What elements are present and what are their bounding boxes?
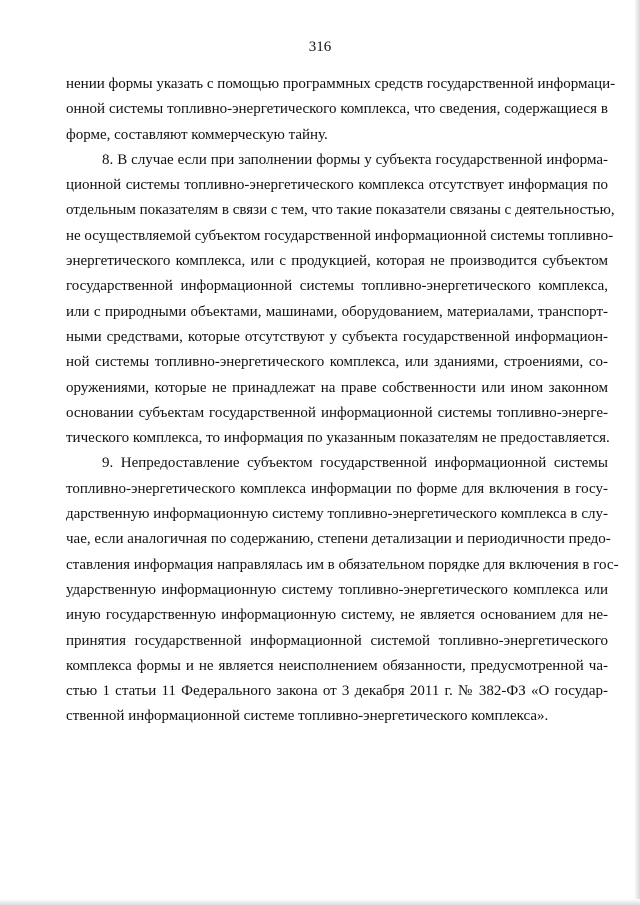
text-line: ственной информационной системе топливно-энергетического комплекса». <box>66 708 549 725</box>
text-line: ударственную информационную систему топливно-энергетического комплекса или <box>66 581 608 598</box>
text-line: дарственную информационную систему топливно-энергетического комплекса в слу- <box>66 506 608 523</box>
text-line: стью 1 статьи 11 Федерального закона от 3 декабря 2011 г. № 382-ФЗ «О государ- <box>66 683 608 700</box>
text-line: отдельным показателям в связи с тем, что такие показатели связаны с деятельностью, <box>66 202 615 219</box>
text-line: комплекса формы и не является неисполнением обязанности, предусмотренной ча- <box>66 657 608 674</box>
text-line: 8. В случае если при заполнении формы у субъекта государственной информа- <box>102 151 608 168</box>
text-line: топливно-энергетического комплекса информации по форме для включения в госу- <box>66 480 608 497</box>
text-line: форме, составляют коммерческую тайну. <box>66 126 328 143</box>
text-line: ционной системы топливно-энергетического комплекса отсутствует информация по <box>66 177 608 194</box>
page-edge-shadow <box>0 899 640 905</box>
page-edge-shadow <box>634 0 640 905</box>
text-line: чае, если аналогичная по содержанию, степени детализации и периодичности предо- <box>66 531 611 548</box>
page-body-text <box>66 72 619 730</box>
text-line: энергетического комплекса, или с продукцией, которая не производится субъектом <box>66 253 608 270</box>
text-line: принятия государственной информационной системой топливно-энергетического <box>66 632 608 649</box>
text-line: основании субъектам государственной информационной системы топливно-энерге- <box>66 404 608 421</box>
text-line: оружениями, которые не принадлежат на праве собственности или ином законном <box>66 379 608 396</box>
text-line: иную государственную информационную систему, не является основанием для не- <box>66 607 608 624</box>
page-number: 316 <box>308 39 332 55</box>
text-line: или с природными объектами, машинами, оборудованием, материалами, транспорт- <box>66 303 608 320</box>
text-line: ставления информация направлялась им в обязательном порядке для включения в гос- <box>66 556 619 573</box>
text-line: ными средствами, которые отсутствуют у субъекта государственной информацион- <box>66 328 608 345</box>
text-line: 9. Непредоставление субъектом государственной информационной системы <box>102 455 608 472</box>
text-line: не осуществляемой субъектом государственной информационной системы топливно- <box>66 227 614 244</box>
text-line: государственной информационной системы топливно-энергетического комплекса, <box>66 278 608 295</box>
text-line: ной системы топливно-энергетического комплекса, или зданиями, строениями, со- <box>66 354 608 371</box>
text-line: нении формы указать с помощью программных средств государственной информаци- <box>66 76 616 92</box>
text-line: онной системы топливно-энергетического комплекса, что сведения, содержащиеся в <box>66 101 608 118</box>
text-line: тического комплекса, то информация по указанным показателям не предоставляется. <box>66 430 610 447</box>
